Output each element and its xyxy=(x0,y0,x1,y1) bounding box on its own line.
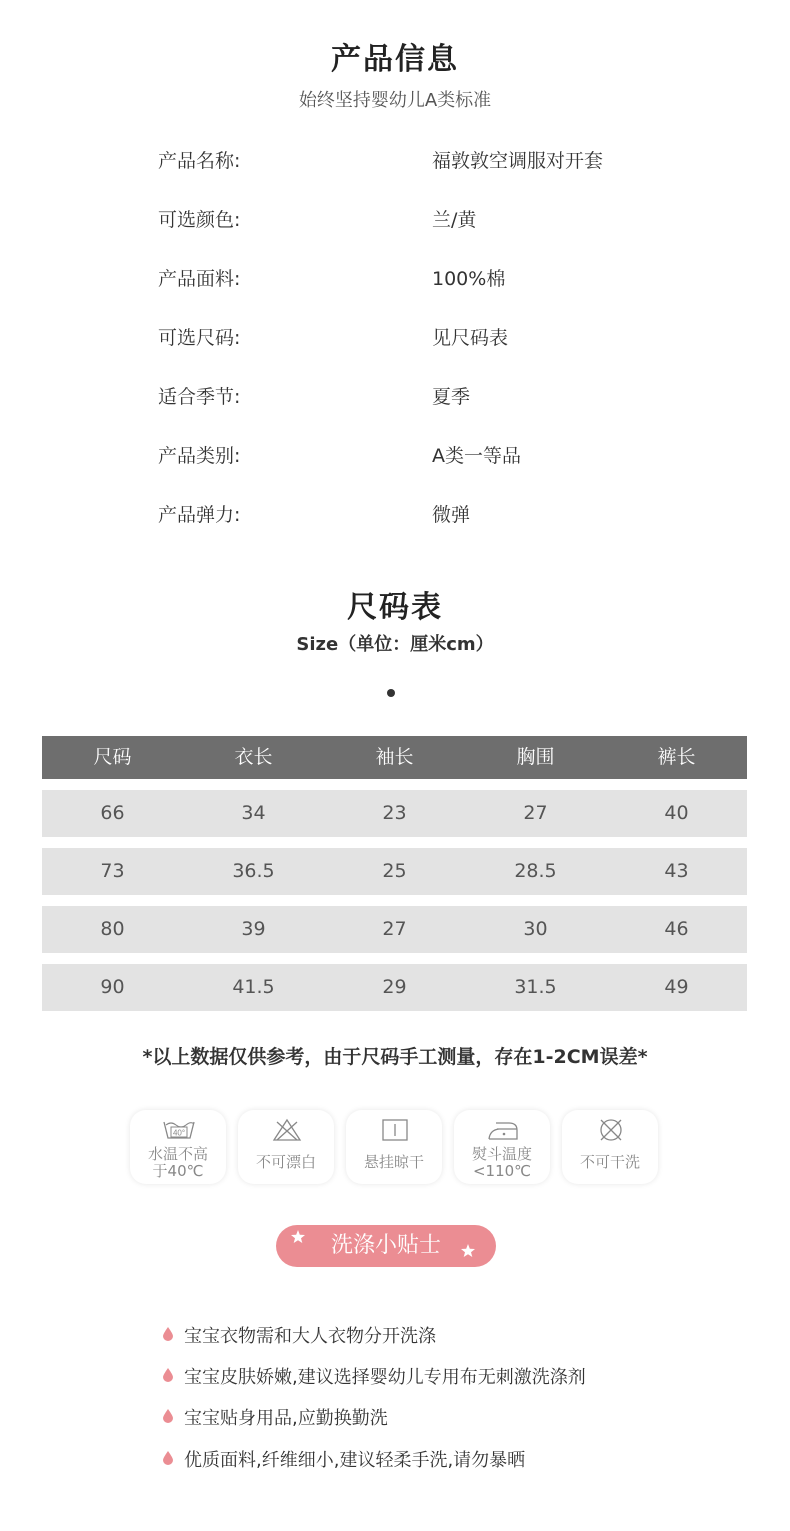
info-row xyxy=(0,264,790,294)
info-row xyxy=(0,323,790,353)
tip-text: 宝宝贴身用品,应勤换勤洗 xyxy=(184,1408,388,1429)
hang-dry-icon xyxy=(379,1118,411,1142)
table-cell: 27 xyxy=(523,802,548,824)
header-cell: 袖长 xyxy=(375,746,414,768)
table-cell: 66 xyxy=(100,802,125,824)
table-cell: 28.5 xyxy=(514,860,557,882)
iron-icon xyxy=(487,1118,519,1142)
care-item-iron xyxy=(454,1110,550,1184)
table-cell: 80 xyxy=(100,918,125,940)
size-chart-title: 尺码表 xyxy=(347,590,443,625)
wash-40-icon xyxy=(163,1118,195,1142)
table-cell: 27 xyxy=(382,918,407,940)
care-item-wash xyxy=(130,1110,226,1184)
measurement-note: *以上数据仅供参考，由于尺码手工测量，存在1-2CM误差* xyxy=(142,1046,648,1068)
table-row xyxy=(42,848,747,895)
table-cell: 90 xyxy=(100,976,125,998)
info-value: 福敦敦空调服对开套 xyxy=(432,150,604,172)
table-cell: 46 xyxy=(664,918,689,940)
tip-text: 宝宝衣物需和大人衣物分开洗涤 xyxy=(184,1326,436,1347)
no-bleach-icon xyxy=(271,1118,303,1142)
care-text: <110℃ xyxy=(472,1162,532,1180)
drop-icon xyxy=(163,1409,173,1423)
info-label: 适合季节: xyxy=(158,386,241,408)
table-cell: 25 xyxy=(382,860,407,882)
table-cell: 29 xyxy=(382,976,407,998)
care-item-hang-dry xyxy=(346,1110,442,1184)
care-text: 于40℃ xyxy=(152,1162,204,1180)
table-cell: 23 xyxy=(382,802,407,824)
info-row xyxy=(0,441,790,471)
washing-tips-title: 洗涤小贴士 xyxy=(330,1233,441,1258)
no-dry-clean-icon xyxy=(595,1118,627,1142)
product-info-title: 产品信息 xyxy=(331,42,459,77)
drop-icon xyxy=(163,1368,173,1382)
info-value: 100%棉 xyxy=(432,268,506,290)
table-cell: 31.5 xyxy=(514,976,557,998)
header-cell: 尺码 xyxy=(93,746,132,768)
tip-text: 宝宝皮肤娇嫩,建议选择婴幼儿专用布无刺激洗涤剂 xyxy=(184,1367,586,1388)
info-row xyxy=(0,205,790,235)
info-value: 微弹 xyxy=(432,504,471,526)
care-item-no-bleach xyxy=(238,1110,334,1184)
table-cell: 49 xyxy=(664,976,689,998)
table-cell: 34 xyxy=(241,802,266,824)
info-value: 夏季 xyxy=(432,386,471,408)
header-cell: 裤长 xyxy=(657,746,696,768)
size-table-header xyxy=(42,736,747,779)
table-cell: 36.5 xyxy=(232,860,275,882)
size-chart-subtitle: Size（单位：厘米cm） xyxy=(296,634,494,655)
info-label: 产品面料: xyxy=(158,268,241,290)
info-label: 产品弹力: xyxy=(158,504,241,526)
info-label: 产品类别: xyxy=(158,445,241,467)
table-cell: 39 xyxy=(241,918,266,940)
info-label: 可选颜色: xyxy=(158,209,241,231)
tip-text: 优质面料,纤维细小,建议轻柔手洗,请勿暴晒 xyxy=(184,1450,526,1471)
info-row xyxy=(0,146,790,176)
info-row xyxy=(0,500,790,530)
info-label: 可选尺码: xyxy=(158,327,241,349)
care-item-no-dry-clean xyxy=(562,1110,658,1184)
table-cell: 73 xyxy=(100,860,125,882)
header-cell: 衣长 xyxy=(234,746,273,768)
care-text: 不可漂白 xyxy=(255,1153,316,1171)
product-info-subtitle: 始终坚持婴幼儿A类标准 xyxy=(298,90,492,111)
table-row xyxy=(42,906,747,953)
table-cell: 41.5 xyxy=(232,976,275,998)
table-row xyxy=(42,964,747,1011)
info-row xyxy=(0,382,790,412)
care-text: 悬挂晾干 xyxy=(363,1153,424,1171)
care-text: 熨斗温度 xyxy=(471,1145,532,1163)
table-row xyxy=(42,790,747,837)
wash-temp-badge: 40° xyxy=(172,1128,186,1138)
info-value: 兰/黄 xyxy=(432,209,477,231)
table-cell: 30 xyxy=(523,918,548,940)
care-text: 不可干洗 xyxy=(579,1153,640,1171)
info-value: 见尺码表 xyxy=(432,327,509,349)
drop-icon xyxy=(163,1451,173,1465)
bullet-dot xyxy=(387,689,395,697)
washing-tips-banner xyxy=(276,1225,496,1267)
header-cell: 胸围 xyxy=(516,746,555,768)
info-value: A类一等品 xyxy=(432,445,521,467)
drop-icon xyxy=(163,1327,173,1341)
care-text: 水温不高 xyxy=(147,1145,208,1163)
table-cell: 43 xyxy=(664,860,689,882)
table-cell: 40 xyxy=(664,802,689,824)
info-label: 产品名称: xyxy=(158,150,241,172)
